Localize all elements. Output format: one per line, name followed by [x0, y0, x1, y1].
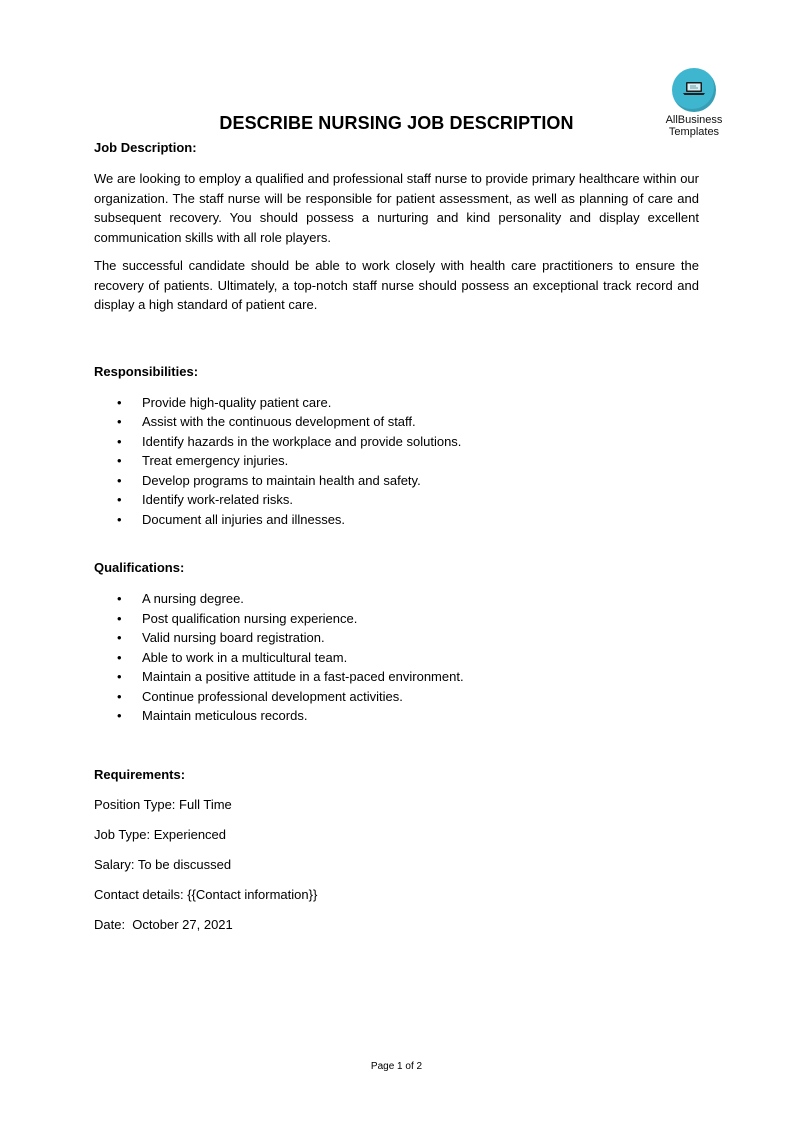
- list-item-text: A nursing degree.: [142, 591, 244, 606]
- list-item-text: Treat emergency injuries.: [142, 453, 289, 468]
- list-item: [94, 432, 699, 452]
- date: Date: October 27, 2021: [94, 916, 233, 932]
- list-item-text: Document all injuries and illnesses.: [142, 511, 346, 527]
- bullet: •: [117, 433, 122, 449]
- bullet: •: [117, 610, 122, 626]
- qualifications-list: [94, 589, 699, 726]
- bullet: •: [117, 688, 122, 704]
- bullet: •: [117, 472, 122, 488]
- list-item-text: Identify hazards in the workplace and provide solutions.: [142, 433, 462, 449]
- list-item-text: Maintain a positive attitude in a fast-paced environment.: [142, 669, 464, 684]
- job-description-paragraph-1: We are looking to employ a qualified and professional staff nurse to provide primary healthcare within our organization. The staff nurse will be responsible for patient assessment, as well as planning of care and subsequent recovery. You should possess a nurturing and kind personality and display excellent communication skills with all role players.: [94, 171, 699, 245]
- responsibilities-list: [94, 393, 699, 530]
- list-item-text: Able to work in a multicultural team.: [142, 649, 348, 665]
- logo-line-1: AllBusiness: [665, 114, 723, 126]
- list-item-text: Post qualification nursing experience.: [142, 610, 358, 626]
- salary: Salary: To be discussed: [94, 856, 232, 872]
- document-body: [94, 139, 699, 934]
- bullet: •: [117, 511, 122, 527]
- list-item: [94, 589, 699, 609]
- list-item: [94, 628, 699, 648]
- list-item-text: Identify work-related risks.: [142, 492, 293, 507]
- responsibilities-heading: Responsibilities:: [94, 363, 199, 379]
- bullet: •: [117, 591, 122, 606]
- bullet: •: [117, 453, 122, 468]
- list-item: [94, 471, 699, 491]
- bullet: •: [117, 649, 122, 665]
- list-item: [94, 393, 699, 413]
- qualifications-heading: Qualifications:: [94, 560, 185, 575]
- logo-badge: [672, 68, 716, 112]
- logo-line-2: Templates: [668, 126, 720, 138]
- job-type: Job Type: Experienced: [94, 826, 227, 842]
- list-item-text: Maintain meticulous records.: [142, 708, 308, 723]
- list-item: [94, 451, 699, 471]
- bullet: •: [117, 492, 122, 507]
- job-description-paragraph-2: The successful candidate should be able to work closely with health care practitioners to ensure the recovery of patients. Ultimately, a top-notch staff nurse should possess an exceptional track record and display a high standard of patient care.: [94, 258, 699, 312]
- list-item: [94, 490, 699, 510]
- list-item: [94, 687, 699, 707]
- list-item: [94, 706, 699, 726]
- list-item-text: Develop programs to maintain health and safety.: [142, 472, 421, 488]
- bullet: •: [117, 414, 122, 429]
- list-item-text: Continue professional development activities.: [142, 688, 403, 704]
- bullet: •: [117, 669, 122, 684]
- list-item: [94, 412, 699, 432]
- document-title: DESCRIBE NURSING JOB DESCRIPTION: [219, 113, 574, 133]
- job-description-heading: Job Description:: [94, 140, 197, 155]
- page-number: Page 1 of 2: [370, 1061, 423, 1072]
- bullet: •: [117, 708, 122, 723]
- position-type: Position Type: Full Time: [94, 796, 232, 812]
- laptop-icon: [682, 81, 706, 96]
- bullet: •: [117, 394, 122, 410]
- list-item-text: Valid nursing board registration.: [142, 630, 325, 645]
- contact-details: Contact details: {{Contact information}}: [94, 886, 318, 902]
- list-item: [94, 648, 699, 668]
- bullet: •: [117, 630, 122, 645]
- list-item: [94, 510, 699, 530]
- list-item: [94, 609, 699, 629]
- list-item-text: Provide high-quality patient care.: [142, 394, 332, 410]
- list-item: [94, 667, 699, 687]
- requirements-heading: Requirements:: [94, 766, 186, 782]
- list-item-text: Assist with the continuous development of staff.: [142, 414, 416, 429]
